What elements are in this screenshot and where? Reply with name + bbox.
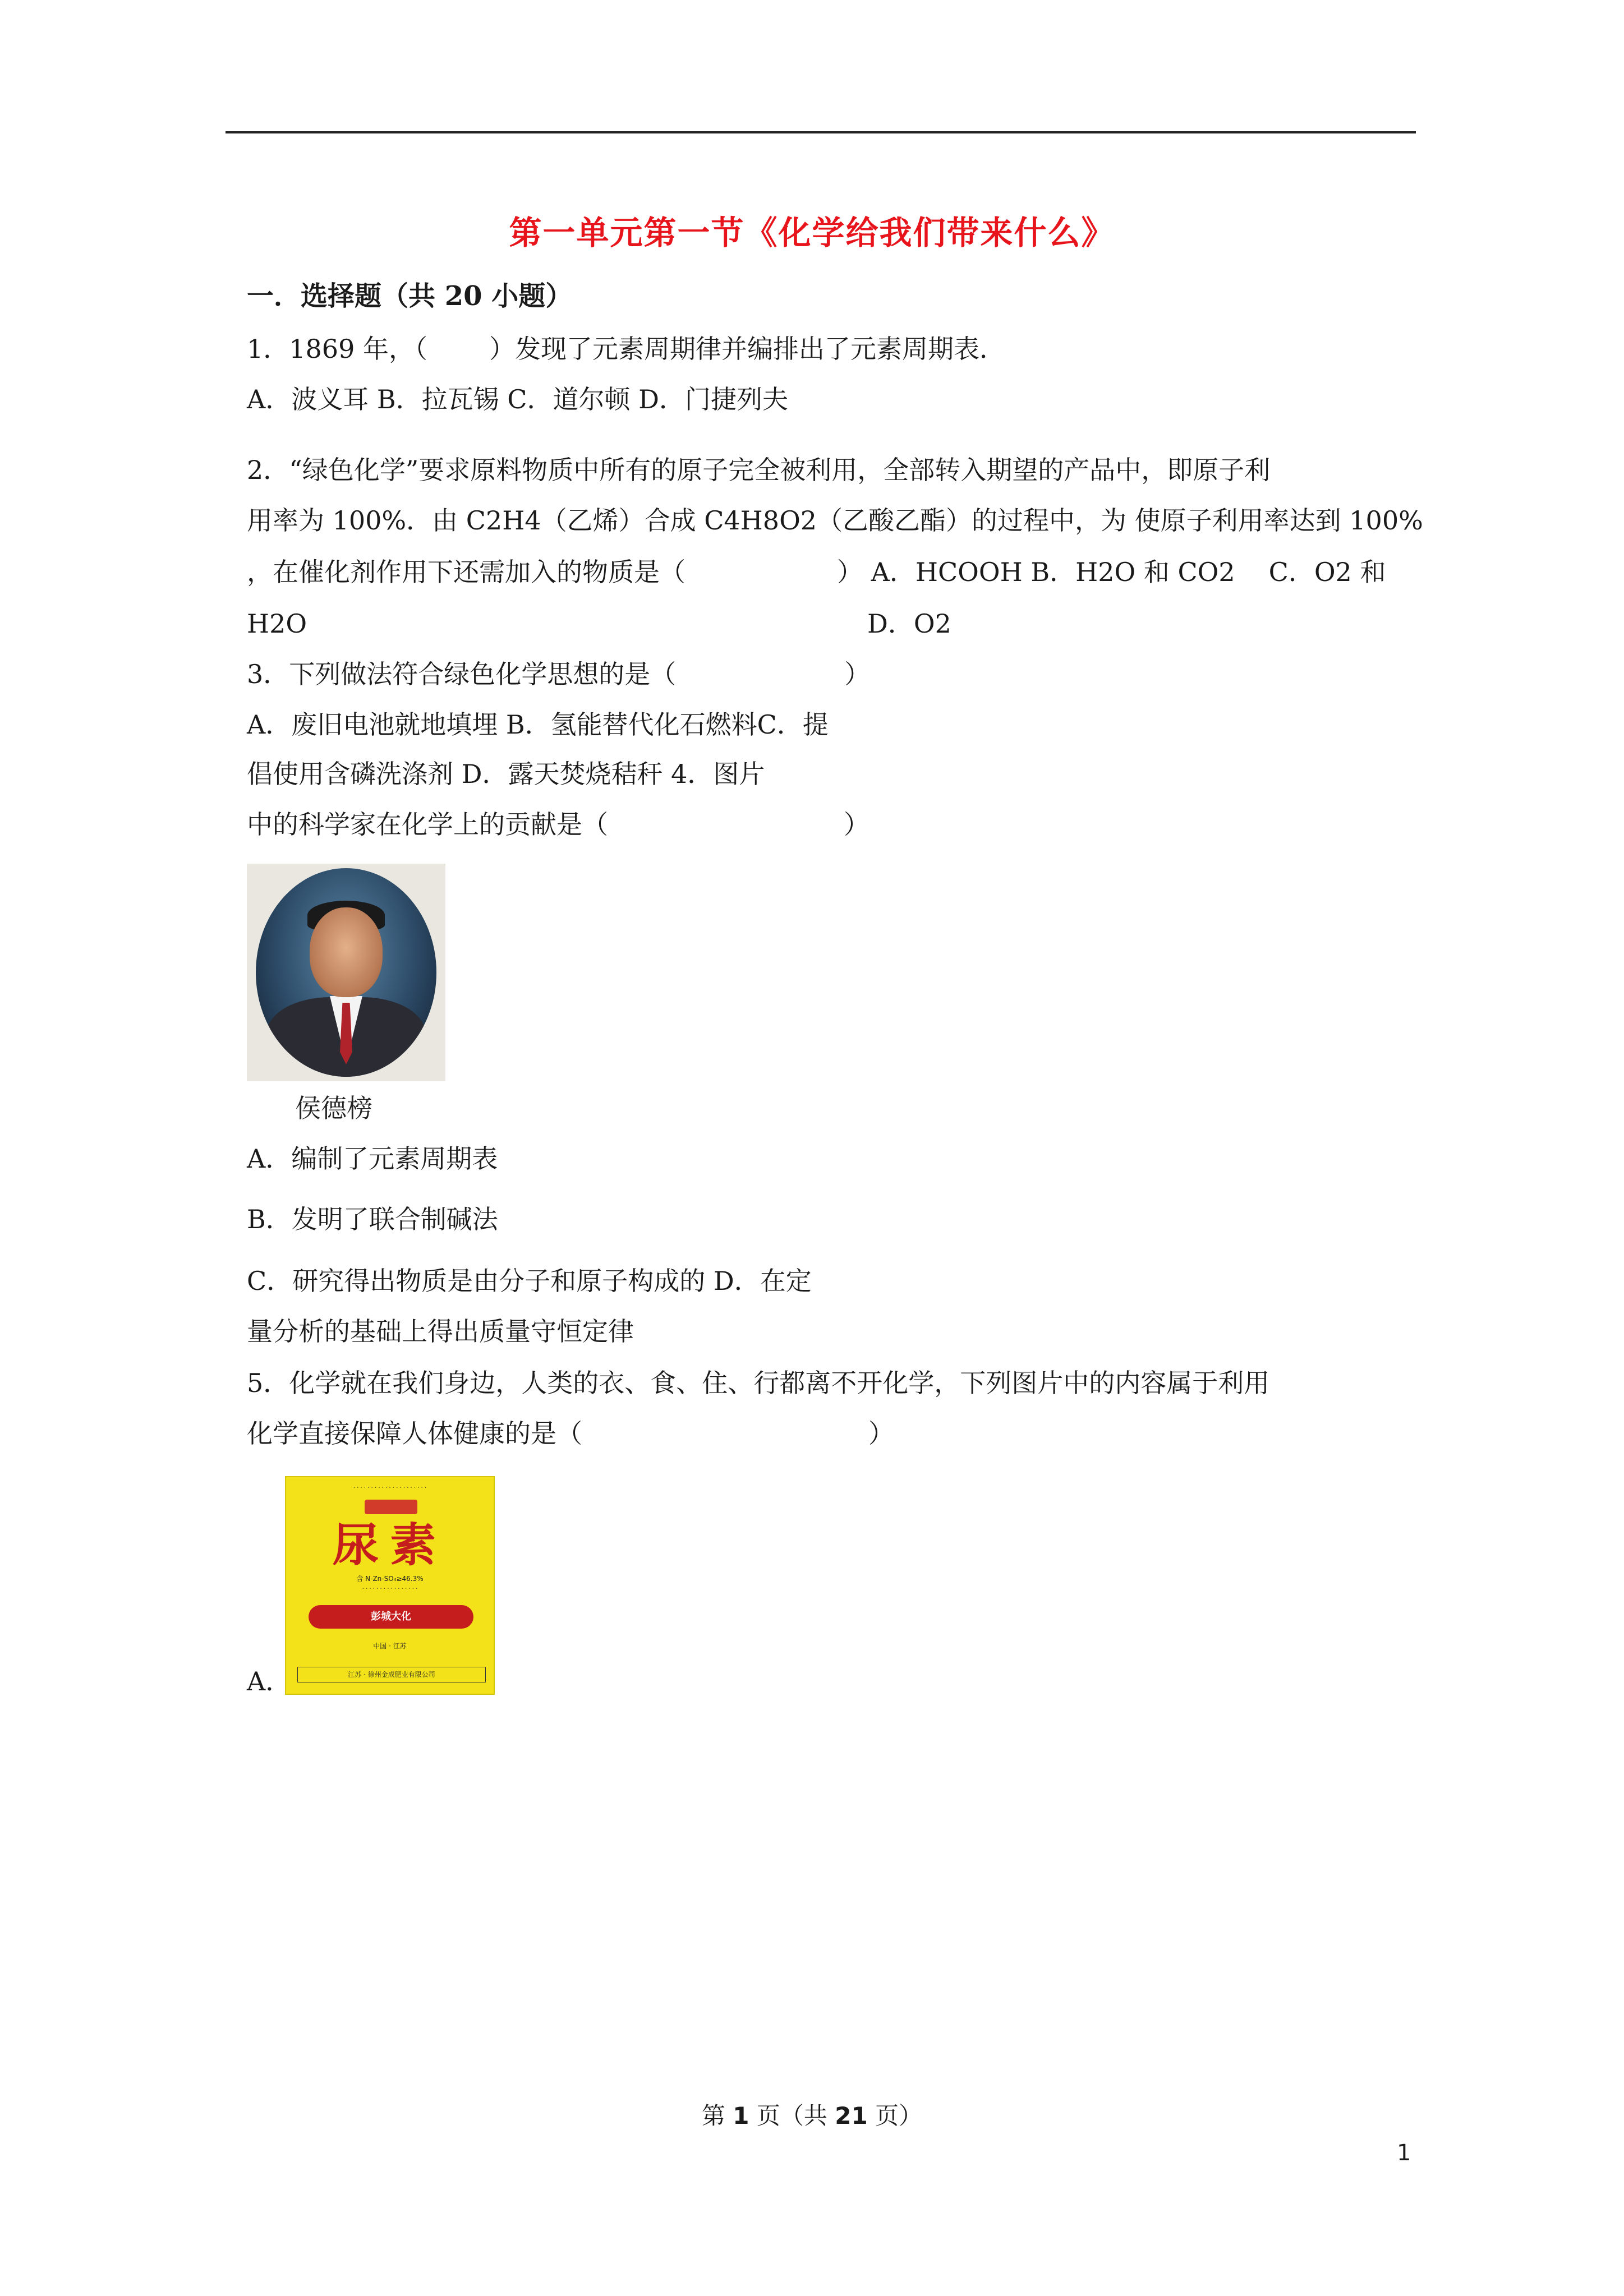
question-1-stem: 1．1869 年，（ ）发现了元素周期律并编排出了元素周期表． (247, 334, 1005, 364)
question-2-line-4: H2O (247, 608, 307, 639)
question-5-line-1: 5．化学就在我们身边，人类的衣、食、住、行都离不开化学，下列图片中的内容属于利用 (247, 1368, 1270, 1398)
question-3-stem: 3．下列做法符合绿色化学思想的是（ ） (247, 659, 871, 689)
question-4-option-d: 量分析的基础上得出质量守恒定律 (247, 1316, 634, 1347)
page-number: 1 (1397, 2140, 1411, 2166)
urea-fertilizer-bag-image: · · · · · · · · · · · · · · · · · · · · · 尿素 含 N-Zn-SO₄≥46.3% · · · · · · · · · · · · · · · · 彭城大化 中国 · 江苏 江苏 · 徐州金成肥业有限公司 (285, 1476, 495, 1695)
question-2-line-3: ，在催化剂作用下还需加入的物质是（ ） A．HCOOH B．H2O 和 CO2 C．O2 和 (247, 557, 1386, 587)
page-title: 第一单元第一节《化学给我们带来什么》 (509, 214, 1115, 252)
question-4-option-a: A．编制了元素周期表 (247, 1144, 498, 1174)
question-4-option-b: B．发明了联合制碱法 (247, 1204, 498, 1234)
header-rule (226, 131, 1416, 133)
question-5-line-2: 化学直接保障人体健康的是（ ） (247, 1418, 894, 1449)
question-3-line-3: 倡使用含磷洗涤剂 D．露天焚烧秸秆 4．图片 (247, 759, 765, 789)
question-5-option-a-label: A． (247, 1666, 292, 1696)
scientist-portrait-image (247, 864, 445, 1081)
question-1-options: A．波义耳 B．拉瓦锡 C．道尔顿 D．门捷列夫 (247, 384, 788, 414)
question-3-line-2: A．废旧电池就地填埋 B．氢能替代化石燃料C．提 (247, 709, 829, 740)
page-footer: 第 1 页（共 21 页） (701, 2102, 923, 2129)
question-4-stem: 中的科学家在化学上的贡献是（ ） (247, 809, 869, 840)
question-2-line-1: 2．“绿色化学”要求原料物质中所有的原子完全被利用，全部转入期望的产品中，即原子利 (247, 455, 1271, 485)
portrait-caption: 侯德榜 (295, 1093, 372, 1123)
question-2-option-d: D．O2 (867, 608, 951, 639)
question-2-line-2: 用率为 100%．由 C2H4（乙烯）合成 C4H8O2（乙酸乙酯）的过程中，为 使原子利用率达到 100% (247, 505, 1423, 536)
section-heading: 一．选择题（共 20 小题） (247, 280, 573, 312)
question-4-option-c: C．研究得出物质是由分子和原子构成的 D．在定 (247, 1266, 812, 1296)
